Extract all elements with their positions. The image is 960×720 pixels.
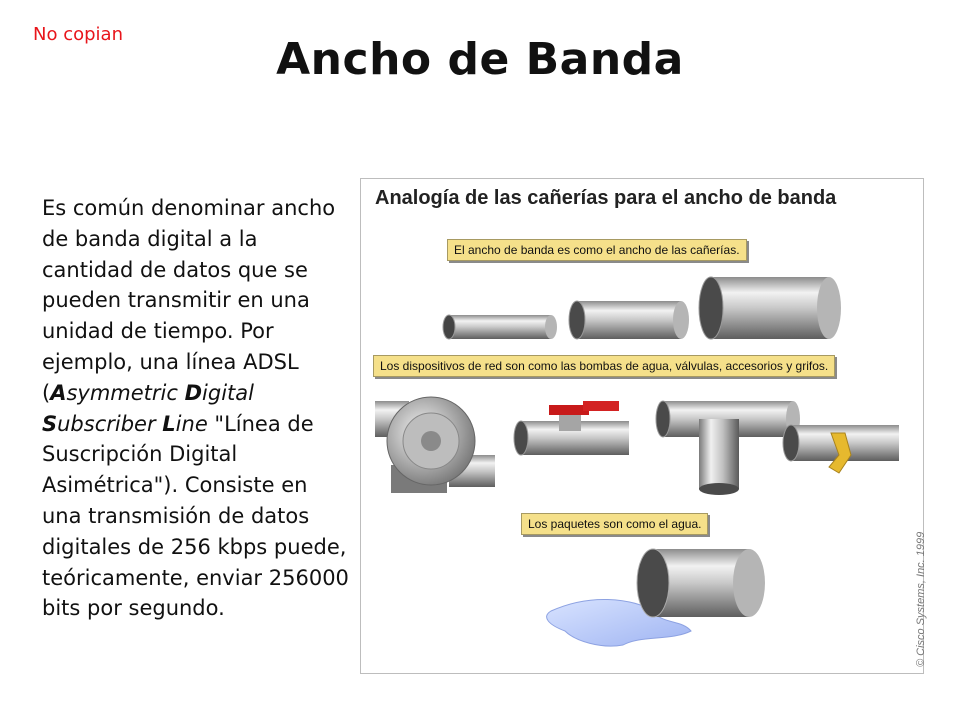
figure-title: Analogía de las cañerías para el ancho de banda: [375, 187, 837, 209]
copyright-note: © Cisco Systems, Inc. 1999: [915, 531, 927, 667]
faucet: [783, 425, 899, 473]
water-pump: [375, 397, 495, 493]
pipe-small: [443, 315, 557, 339]
paragraph-part-2: "Línea de Suscripción Digital Asimétrica"). Consiste en una transmisión de datos digitales de 256 kbps puede, teóricamente, enviar 256000 bits por segundo.: [42, 411, 349, 621]
label-devices: Los dispositivos de red son como las bombas de agua, válvulas, accesorios y grifos.: [373, 355, 835, 377]
pipe-analogy-figure: [360, 178, 927, 674]
tee-fitting: [656, 401, 800, 495]
body-paragraph: [42, 193, 352, 624]
paragraph-part-1: Es común denominar ancho de banda digital a la cantidad de datos que se pueden transmitir en una unidad de tiempo. Por ejemplo, una línea ADSL (: [42, 196, 336, 405]
pipe-with-water: [637, 549, 765, 617]
label-bandwidth: El ancho de banda es como el ancho de las cañerías.: [447, 239, 747, 261]
pipe-medium: [569, 301, 689, 339]
slide-title: Ancho de Banda: [276, 34, 684, 85]
pipe-large: [699, 277, 841, 339]
label-packets: Los paquetes son como el agua.: [521, 513, 708, 535]
water-valve: [514, 401, 629, 455]
term-asymmetric: Asymmetric Digital Subscriber Line: [42, 380, 254, 436]
watermark-text: No copian: [33, 24, 123, 45]
